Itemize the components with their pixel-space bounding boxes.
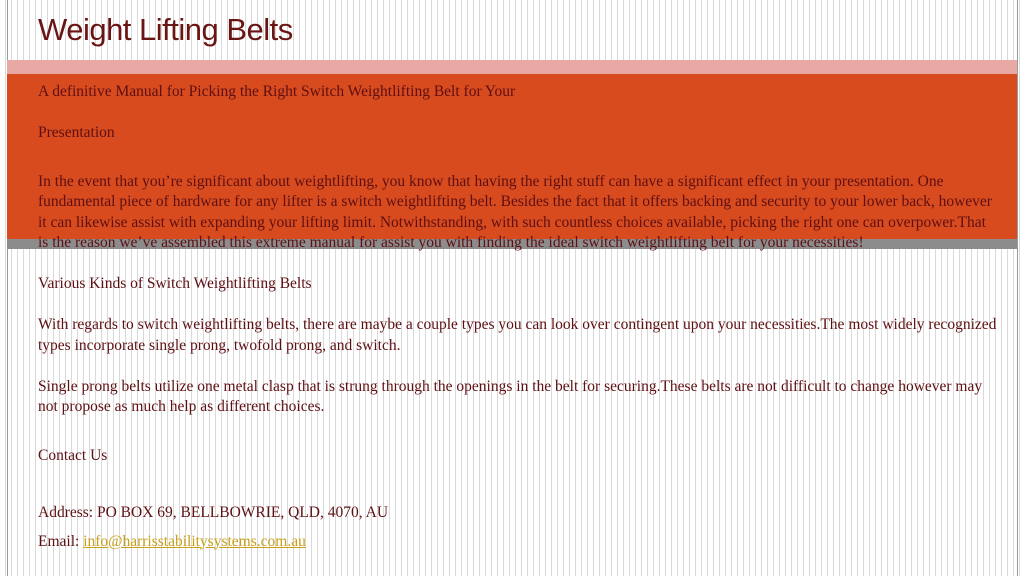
content-body [38,82,998,552]
page-title: Weight Lifting Belts [38,12,293,47]
subtitle: A definitive Manual for Picking the Right Switch Weightlifting Belt for Your [38,83,516,100]
slide-right-border [1017,0,1018,576]
contact-heading: Contact Us [38,446,108,464]
heading-kinds: Various Kinds of Switch Weightlifting Belts [38,275,312,292]
single-prong-paragraph: Single prong belts utilize one metal clasp that is strung through the openings in the belt for securing.These belts are not difficult to change however may not propose as much help as different choices. [38,377,983,415]
email-link[interactable]: info@harrisstabilitysystems.com.au [83,532,306,550]
contact-address: Address: PO BOX 69, BELLBOWRIE, QLD, 4070, AU [38,504,389,521]
intro-paragraph: In the event that you’re significant about weightlifting, you know that having the right stuff can have a significant effect in your presentation. One fundamental piece of hardware for any lifter is a switch weightlifting belt. Besides the fact that it offers backing and security to your lower back, however it can likewise assist with expanding your lifting limit. Notwithstanding, with such countless choices available, picking the right one can overpower.That is the reason we’ve assembled this extreme manual for assist you with finding the ideal switch weightlifting belt for your necessities! [38,172,992,251]
email-label: Email: [38,532,84,550]
pink-accent-band [7,60,1017,74]
kinds-paragraph: With regards to switch weightlifting belts, there are maybe a couple types you can look over contingent upon your necessities.The most widely recognized types incorporate single prong, twofold prong, and switch. [38,316,997,354]
heading-presentation: Presentation [38,124,115,141]
contact-email-line [38,532,998,553]
